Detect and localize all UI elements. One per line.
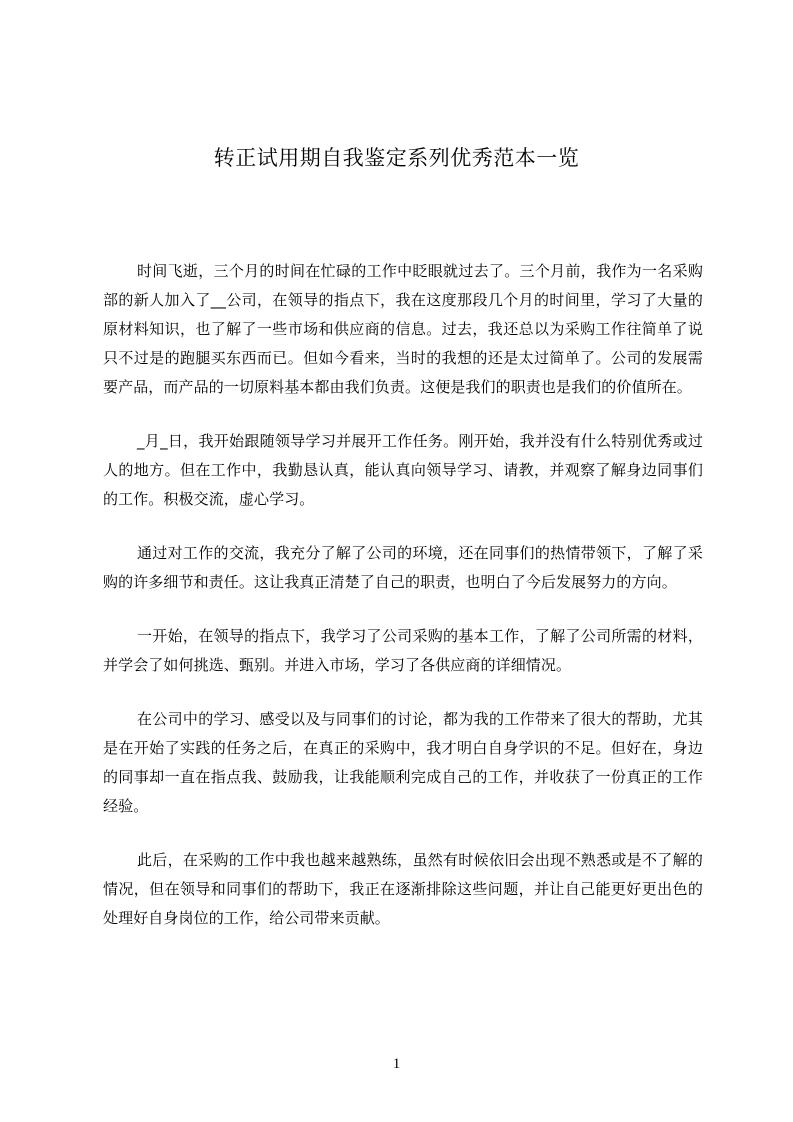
document-title: 转正试用期自我鉴定系列优秀范本一览 (213, 146, 580, 170)
page-number: 1 (392, 1056, 401, 1072)
paragraph-4: 一开始，在领导的指点下，我学习了公司采购的基本工作，了解了公司所需的材料，并学会了如何挑选、甄别。并进入市场，学习了各供应商的详细情况。 (103, 627, 703, 674)
document-body (103, 257, 703, 958)
paragraph-1: 时间飞逝，三个月的时间在忙碌的工作中眨眼就过去了。三个月前，我作为一名采购部的新人加入了__公司，在领导的指点下，我在这度那段几个月的时间里，学习了大量的原材料知识，也了解了一些市场和供应商的信息。过去，我还总以为采购工作往简单了说只不过是的跑腿买东西而已。但如今看来，当时的我想的还是太过简单了。公司的发展需要产品，而产品的一切原料基本都由我们负责。这便是我们的职责也是我们的价值所在。 (103, 262, 703, 396)
paragraph-2: _月_日，我开始跟随领导学习并展开工作任务。刚开始，我并没有什么特别优秀或过人的地方。但在工作中，我勤恳认真，能认真向领导学习、请教，并观察了解身边同事们的工作。积极交流，虚心学习。 (103, 432, 703, 508)
paragraph-5: 在公司中的学习、感受以及与同事们的讨论，都为我的工作带来了很大的帮助，尤其是在开始了实践的任务之后，在真正的采购中，我才明白自身学识的不足。但好在，身边的同事却一直在指点我、鼓励我，让我能顺利完成自己的工作，并收获了一份真正的工作经验。 (103, 710, 703, 815)
paragraph-6: 此后，在采购的工作中我也越来越熟练，虽然有时候依旧会出现不熟悉或是不了解的情况，但在领导和同事们的帮助下，我正在逐渐排除这些问题，并让自己能更好更出色的处理好自身岗位的工作，给公司带来贡献。 (103, 851, 703, 927)
paragraph-3: 通过对工作的交流，我充分了解了公司的环境，还在同事们的热情带领下，了解了采购的许多细节和责任。这让我真正清楚了自己的职责，也明白了今后发展努力的方向。 (103, 544, 703, 591)
